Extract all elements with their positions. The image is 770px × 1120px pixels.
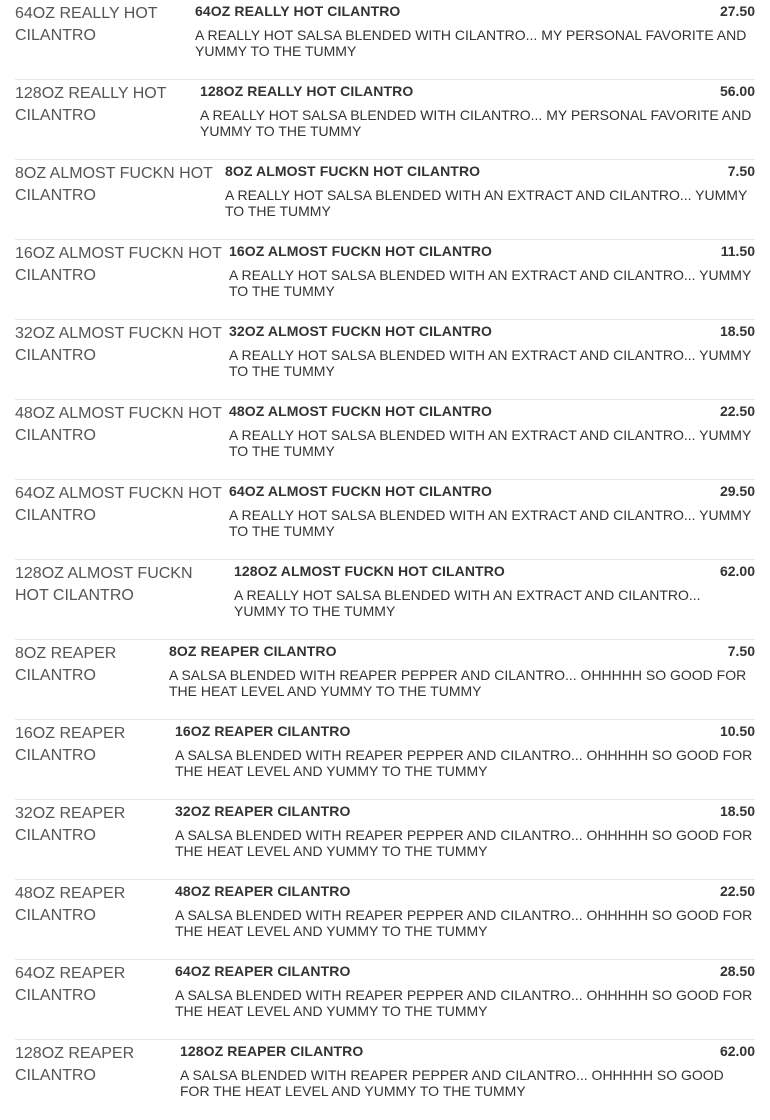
menu-item[interactable]	[15, 0, 755, 80]
product-image-alt-text: 64OZ REALLY HOT CILANTRO	[15, 5, 158, 44]
item-info	[234, 560, 755, 619]
menu-item[interactable]	[15, 640, 755, 720]
menu-item[interactable]	[15, 320, 755, 400]
item-info	[169, 640, 755, 699]
product-image-placeholder[interactable]	[15, 723, 175, 767]
menu-item[interactable]	[15, 480, 755, 560]
product-image-alt-text: 64OZ REAPER CILANTRO	[15, 965, 126, 1004]
item-description: A REALLY HOT SALSA BLENDED WITH CILANTRO... MY PERSONAL FAVORITE AND YUMMY TO THE TUMMY	[195, 27, 747, 59]
item-info	[175, 960, 755, 1019]
product-image-placeholder[interactable]	[15, 483, 229, 527]
menu-item[interactable]	[15, 800, 755, 880]
item-name[interactable]: 48OZ ALMOST FUCKN HOT CILANTRO	[229, 403, 493, 419]
item-name[interactable]: 16OZ ALMOST FUCKN HOT CILANTRO	[229, 243, 493, 259]
item-description: A SALSA BLENDED WITH REAPER PEPPER AND CILANTRO... OHHHHH SO GOOD FOR THE HEAT LEVEL AND YUMMY TO THE TUMMY	[175, 987, 753, 1019]
item-name[interactable]: 8OZ ALMOST FUCKN HOT CILANTRO	[225, 163, 481, 179]
item-name[interactable]: 48OZ REAPER CILANTRO	[175, 883, 351, 899]
item-description: A SALSA BLENDED WITH REAPER PEPPER AND CILANTRO... OHHHHH SO GOOD FOR THE HEAT LEVEL AND YUMMY TO THE TUMMY	[180, 1067, 724, 1099]
item-price: 56.00	[719, 83, 755, 99]
item-price: 10.50	[719, 723, 755, 739]
product-image-alt-text: 128OZ ALMOST FUCKN HOT CILANTRO	[15, 565, 193, 604]
product-image-alt-text: 128OZ REALLY HOT CILANTRO	[15, 85, 167, 124]
item-info	[180, 1040, 755, 1099]
item-name[interactable]: 16OZ REAPER CILANTRO	[175, 723, 351, 739]
menu-item[interactable]	[15, 400, 755, 480]
product-image-placeholder[interactable]	[15, 3, 195, 47]
item-info	[225, 160, 755, 219]
item-description: A SALSA BLENDED WITH REAPER PEPPER AND CILANTRO... OHHHHH SO GOOD FOR THE HEAT LEVEL AND YUMMY TO THE TUMMY	[175, 747, 753, 779]
item-header	[175, 883, 755, 901]
item-header	[180, 1043, 755, 1061]
product-image-alt-text: 8OZ REAPER CILANTRO	[15, 645, 117, 684]
item-price: 29.50	[719, 483, 755, 499]
item-header	[234, 563, 755, 581]
item-info	[229, 480, 755, 539]
item-header	[225, 163, 755, 181]
item-price: 18.50	[719, 803, 755, 819]
product-image-alt-text: 16OZ REAPER CILANTRO	[15, 725, 126, 764]
item-name[interactable]: 64OZ REALLY HOT CILANTRO	[195, 3, 401, 19]
item-description: A REALLY HOT SALSA BLENDED WITH AN EXTRACT AND CILANTRO... YUMMY TO THE TUMMY	[229, 507, 752, 539]
item-price: 22.50	[719, 403, 755, 419]
item-header	[175, 803, 755, 821]
product-image-alt-text: 32OZ REAPER CILANTRO	[15, 805, 126, 844]
product-image-placeholder[interactable]	[15, 403, 229, 447]
item-name[interactable]: 64OZ REAPER CILANTRO	[175, 963, 351, 979]
product-image-alt-text: 48OZ ALMOST FUCKN HOT CILANTRO	[15, 405, 222, 444]
product-image-alt-text: 128OZ REAPER CILANTRO	[15, 1045, 135, 1084]
product-image-placeholder[interactable]	[15, 163, 225, 207]
item-name[interactable]: 64OZ ALMOST FUCKN HOT CILANTRO	[229, 483, 493, 499]
item-header	[229, 483, 755, 501]
product-image-alt-text: 32OZ ALMOST FUCKN HOT CILANTRO	[15, 325, 222, 364]
item-info	[229, 320, 755, 379]
item-info	[200, 80, 755, 139]
product-image-alt-text: 16OZ ALMOST FUCKN HOT CILANTRO	[15, 245, 222, 284]
menu-item[interactable]	[15, 240, 755, 320]
menu-item[interactable]	[15, 80, 755, 160]
item-header	[175, 963, 755, 981]
menu-item[interactable]	[15, 560, 755, 640]
product-image-placeholder[interactable]	[15, 83, 200, 127]
product-image-placeholder[interactable]	[15, 243, 229, 287]
product-image-placeholder[interactable]	[15, 563, 234, 607]
product-image-placeholder[interactable]	[15, 323, 229, 367]
item-header	[229, 403, 755, 421]
item-name[interactable]: 32OZ REAPER CILANTRO	[175, 803, 351, 819]
product-image-placeholder[interactable]	[15, 803, 175, 847]
item-description: A SALSA BLENDED WITH REAPER PEPPER AND CILANTRO... OHHHHH SO GOOD FOR THE HEAT LEVEL AND YUMMY TO THE TUMMY	[175, 827, 753, 859]
product-image-placeholder[interactable]	[15, 643, 169, 687]
item-header	[229, 243, 755, 261]
menu-item[interactable]	[15, 1040, 755, 1120]
item-info	[175, 800, 755, 859]
item-info	[175, 880, 755, 939]
item-info	[229, 240, 755, 299]
product-image-placeholder[interactable]	[15, 963, 175, 1007]
menu-item[interactable]	[15, 160, 755, 240]
item-price: 22.50	[719, 883, 755, 899]
product-image-alt-text: 8OZ ALMOST FUCKN HOT CILANTRO	[15, 165, 213, 204]
menu-item[interactable]	[15, 880, 755, 960]
item-price: 7.50	[727, 643, 755, 659]
menu-list	[15, 0, 755, 1120]
product-image-alt-text: 48OZ REAPER CILANTRO	[15, 885, 126, 924]
item-description: A REALLY HOT SALSA BLENDED WITH AN EXTRACT AND CILANTRO... YUMMY TO THE TUMMY	[229, 347, 752, 379]
item-price: 62.00	[719, 1043, 755, 1059]
item-price: 62.00	[719, 563, 755, 579]
item-description: A REALLY HOT SALSA BLENDED WITH AN EXTRACT AND CILANTRO... YUMMY TO THE TUMMY	[229, 427, 752, 459]
item-name[interactable]: 128OZ REALLY HOT CILANTRO	[200, 83, 414, 99]
item-name[interactable]: 128OZ ALMOST FUCKN HOT CILANTRO	[234, 563, 505, 579]
item-price: 7.50	[727, 163, 755, 179]
item-description: A REALLY HOT SALSA BLENDED WITH AN EXTRACT AND CILANTRO... YUMMY TO THE TUMMY	[225, 187, 748, 219]
item-price: 27.50	[719, 3, 755, 19]
product-image-placeholder[interactable]	[15, 1043, 180, 1087]
item-info	[175, 720, 755, 779]
item-price: 18.50	[719, 323, 755, 339]
item-description: A REALLY HOT SALSA BLENDED WITH CILANTRO... MY PERSONAL FAVORITE AND YUMMY TO THE TUMMY	[200, 107, 752, 139]
item-header	[229, 323, 755, 341]
item-description: A SALSA BLENDED WITH REAPER PEPPER AND CILANTRO... OHHHHH SO GOOD FOR THE HEAT LEVEL AND YUMMY TO THE TUMMY	[175, 907, 753, 939]
item-name[interactable]: 32OZ ALMOST FUCKN HOT CILANTRO	[229, 323, 493, 339]
menu-item[interactable]	[15, 960, 755, 1040]
product-image-alt-text: 64OZ ALMOST FUCKN HOT CILANTRO	[15, 485, 222, 524]
item-info	[195, 0, 755, 59]
item-description: A SALSA BLENDED WITH REAPER PEPPER AND CILANTRO... OHHHHH SO GOOD FOR THE HEAT LEVEL AND YUMMY TO THE TUMMY	[169, 667, 747, 699]
item-info	[229, 400, 755, 459]
item-header	[195, 3, 755, 21]
menu-item[interactable]	[15, 720, 755, 800]
item-description: A REALLY HOT SALSA BLENDED WITH AN EXTRACT AND CILANTRO... YUMMY TO THE TUMMY	[234, 587, 701, 619]
item-price: 11.50	[720, 243, 755, 259]
item-description: A REALLY HOT SALSA BLENDED WITH AN EXTRACT AND CILANTRO... YUMMY TO THE TUMMY	[229, 267, 752, 299]
item-header	[200, 83, 755, 101]
item-price: 28.50	[719, 963, 755, 979]
product-image-placeholder[interactable]	[15, 883, 175, 927]
item-header	[169, 643, 755, 661]
item-name[interactable]: 8OZ REAPER CILANTRO	[169, 643, 337, 659]
item-header	[175, 723, 755, 741]
item-name[interactable]: 128OZ REAPER CILANTRO	[180, 1043, 364, 1059]
